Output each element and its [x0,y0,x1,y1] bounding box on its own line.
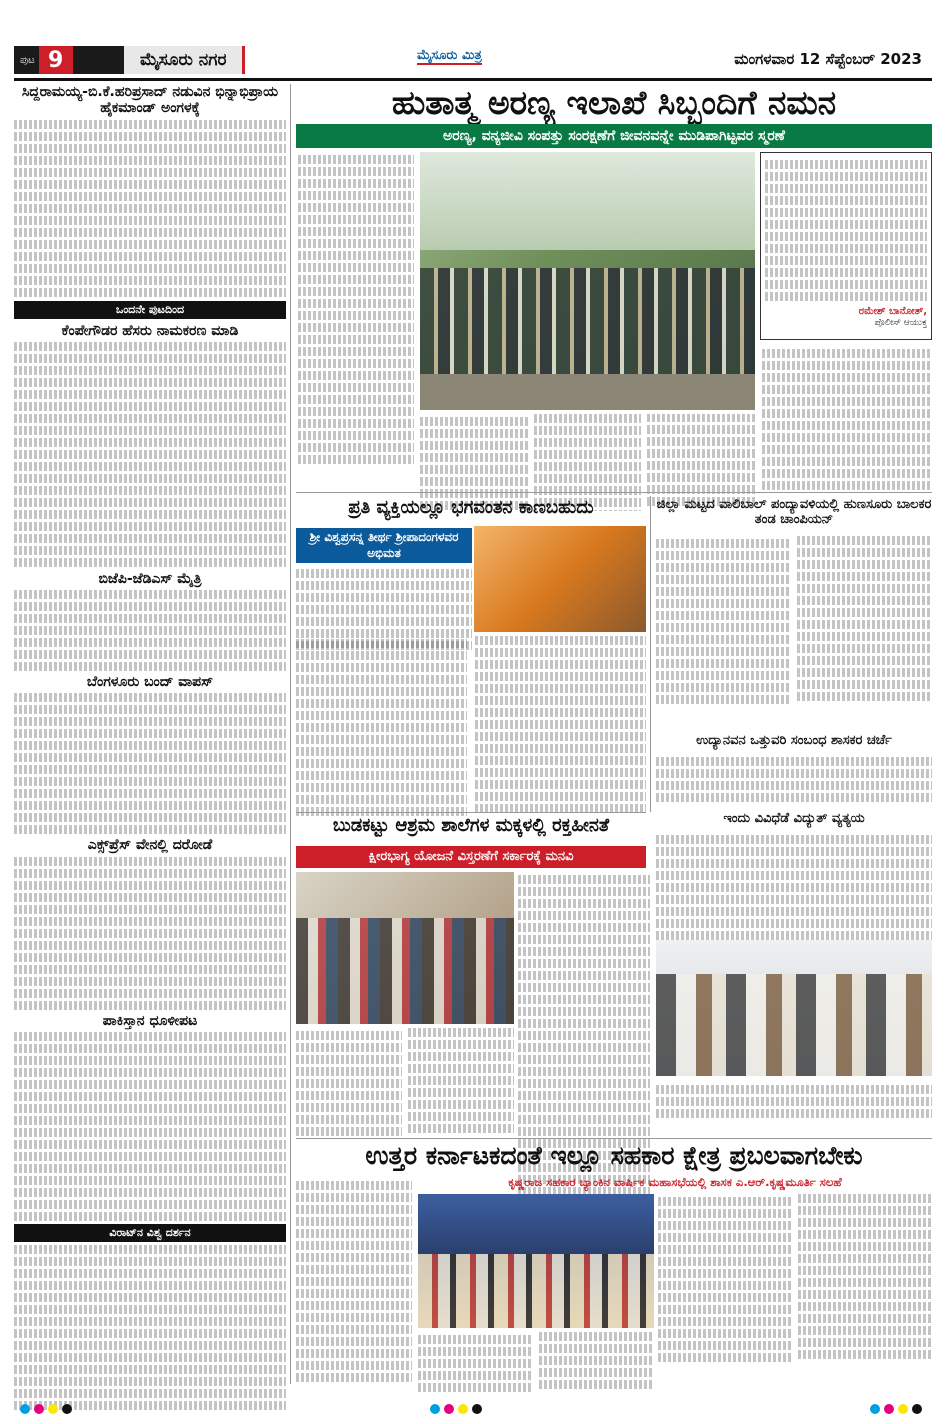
continued-tag: ಒಂದನೇ ಪುಟದಿಂದ [14,301,286,319]
cooperative-subhead: ಕೃಷ್ಣರಾಜ ಸಹಕಾರ ಬ್ಯಾಂಕಿನ ವಾರ್ಷಿಕ ಮಹಾಸಭೆಯಲ್ಲಿ ಶಾಸಕ ಎ.ಆರ್.ಕೃಷ್ಣಮೂರ್ತಿ ಸಲಹೆ [508,1175,842,1189]
cooperative-headline: ಉತ್ತರ ಕರ್ನಾಟಕದಂತೆ ಇಲ್ಲೂ ಸಹಕಾರ ಕ್ಷೇತ್ರ ಪ್ರಬಲವಾಗಬೇಕು [365,1141,863,1170]
story-bangalore-bandh-headline: ಬೆಂಗಳೂರು ಬಂದ್ ವಾಪಸ್ [86,674,214,691]
seer-body-2 [296,636,646,818]
story-body [14,857,286,1010]
registration-dots-left [20,1404,72,1416]
story-bjp-jds-headline: ಬಿಜೆಪಿ-ಜೆಡಿಎಸ್ ಮೈತ್ರಿ [98,571,202,588]
story-pakistan-headline: ಪಾಕಿಸ್ತಾನ ಧೂಳೀಪಟ [102,1012,198,1029]
issue-date: ಮಂಗಳವಾರ 12 ಸೆಪ್ಟೆಂಬರ್ 2023 [734,50,922,68]
volleyball-headline: ಜಿಲ್ಲಾ ಮಟ್ಟದ ವಾಲಿಬಾಲ್ ಪಂದ್ಯಾವಳಿಯಲ್ಲಿ ಹುಣಸೂರು ಬಾಲಕರ ತಂಡ ಚಾಂಪಿಯನ್ [656,497,932,527]
power-cut-body [656,832,932,955]
seer-photo [474,526,646,632]
story-siddaramaiah-headline: ಸಿದ್ದರಾಮಯ್ಯ-ಬಿ.ಕೆ.ಹರಿಪ್ರಸಾದ್ ನಡುವಿನ ಭಿನ್ನಾಭಿಪ್ರಾಯ ಹೈಕಮಾಂಡ್ ಅಂಗಳಕ್ಕೆ [21,84,279,117]
lead-body [298,152,414,467]
story-body [14,120,286,297]
section-divider [296,812,646,813]
story-body [14,590,286,671]
lead-quote-box [760,152,932,340]
paper-logo: ಮೈಸೂರು ಮಿತ್ರ [417,48,482,63]
column-divider [290,84,291,1384]
park-encroachment-headline: ಉದ್ಯಾನವನ ಒತ್ತುವರಿ ಸಂಬಂಧ ಶಾಸಕರ ಚರ್ಚೆ [696,733,892,748]
quote-role: ಪೊಲೀಸ್ ಆಯುಕ್ತ [874,318,927,328]
lead-photo [420,152,755,410]
health-camp-photo [296,872,514,1024]
quote-author: ರಮೇಶ್ ಬಾನೋತ್, [858,306,927,317]
story-body [14,693,286,834]
felicitation-caption [656,1082,932,1121]
park-body [656,754,932,805]
cooperative-stage-photo [418,1194,654,1328]
cooperative-body-2 [418,1332,654,1394]
left-column [14,84,286,1384]
anemia-headline: ಬುಡಕಟ್ಟು ಆಶ್ರಮ ಶಾಲೆಗಳ ಮಕ್ಕಳಲ್ಲಿ ರಕ್ತಹೀನತೆ [332,815,610,836]
story-expressway-headline: ಎಕ್ಸ್‌ಪ್ರೆಸ್ ವೇನಲ್ಲಿ ದರೋಡೆ [87,837,213,854]
cooperative-body [296,1178,412,1385]
quote-text [765,160,927,301]
story-virat-headline: ವಿರಾಟ್‌ನ ವಿಶ್ವ ದರ್ಶನ [14,1224,286,1242]
story-body [14,342,286,567]
page-label: ಪುಟ [20,54,35,66]
registration-dots-center [430,1404,482,1416]
masthead [14,44,932,76]
power-cut-headline: ಇಂದು ವಿವಿಧೆಡೆ ವಿದ್ಯುತ್ ವ್ಯತ್ಯಯ [723,811,865,826]
page-number-box [14,46,124,74]
section-name: ಮೈಸೂರು ನಗರ [124,46,245,74]
anemia-subhead: ಕ್ಷೀರಭಾಗ್ಯ ಯೋಜನೆ ವಿಸ್ತರಣೆಗೆ ಸರ್ಕಾರಕ್ಕೆ ಮನವಿ [296,846,646,868]
masthead-rule [14,78,932,81]
seer-headline: ಪ್ರತಿ ವ್ಯಕ್ತಿಯಲ್ಲೂ ಭಗವಂತನ ಕಾಣಬಹುದು [348,497,594,518]
felicitation-photo [656,940,932,1076]
anemia-body-2 [296,1028,514,1138]
story-body [14,1032,286,1221]
page-number: 9 [39,46,73,74]
cooperative-body-3 [658,1194,932,1364]
lead-subhead: ಅರಣ್ಯ, ವನ್ಯಜೀವಿ ಸಂಪತ್ತು ಸಂರಕ್ಷಣೆಗೆ ಜೀವನವನ್ನೇ ಮುಡಿಪಾಗಿಟ್ಟವರ ಸ್ಮರಣೆ [296,124,932,148]
seer-subhead: ಶ್ರೀ ವಿಶ್ವಪ್ರಸನ್ನ ತೀರ್ಥ ಶ್ರೀಪಾದಂಗಳವರ ಅಭಿಮತ [296,528,472,563]
story-body [14,1245,286,1410]
registration-dots-right [870,1404,922,1416]
volleyball-body [656,536,932,706]
section-divider [296,492,932,493]
section-divider [296,1138,932,1139]
column-divider [650,496,651,812]
story-kempegowda-headline: ಕೆಂಪೇಗೌಡರ ಹೆಸರು ನಾಮಕರಣ ಮಾಡಿ [61,323,239,340]
lead-headline: ಹುತಾತ್ಮ ಅರಣ್ಯ ಇಲಾಖೆ ಸಿಬ್ಬಂದಿಗೆ ನಮನ [391,83,837,122]
lead-body-right [762,346,932,493]
